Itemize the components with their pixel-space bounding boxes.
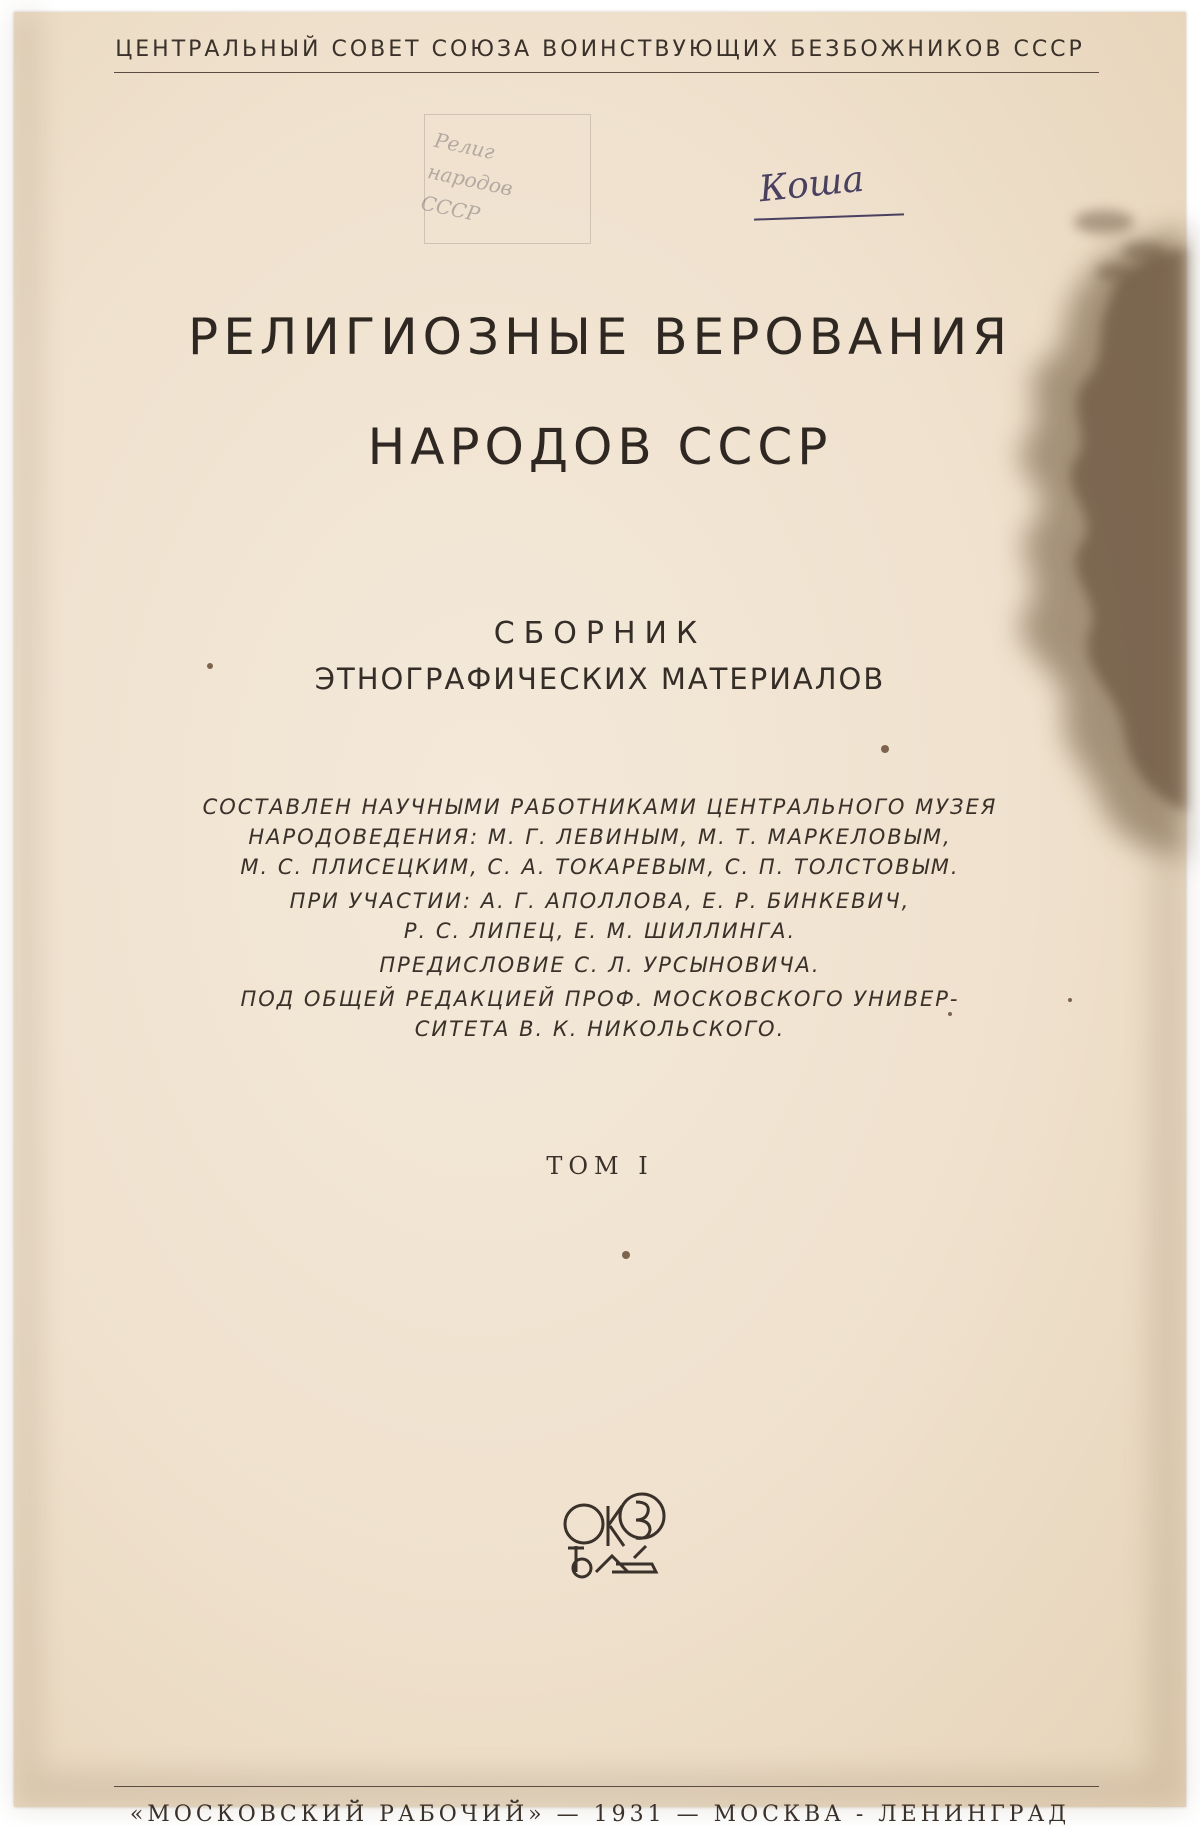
compiled-by-line: СОСТАВЛЕН НАУЧНЫМИ РАБОТНИКАМИ ЦЕНТРАЛЬНОГО МУЗЕЯ: [202, 795, 998, 819]
header-rule: [114, 72, 1099, 73]
participation-line: Р. С. ЛИПЕЦ, Е. М. ШИЛЛИНГА.: [403, 919, 797, 943]
pencil-note-line: СССР: [418, 190, 482, 227]
compiled-by-line: НАРОДОВЕДЕНИЯ: М. Г. ЛЕВИНЫМ, М. Т. МАРКЕЛОВЫМ,: [248, 825, 952, 849]
book-title-line-1: РЕЛИГИОЗНЫЕ ВЕРОВАНИЯ: [188, 308, 1012, 366]
editor-line: СИТЕТА В. К. НИКОЛЬСКОГО.: [414, 1017, 786, 1041]
compiled-by-line: М. С. ПЛИСЕЦКИМ, С. А. ТОКАРЕВЫМ, С. П. ТОЛСТОВЫМ.: [240, 855, 960, 879]
subtitle-line-1: СБОРНИК: [493, 616, 707, 651]
organization-header: ЦЕНТРАЛЬНЫЙ СОВЕТ СОЮЗА ВОИНСТВУЮЩИХ БЕЗБОЖНИКОВ СССР: [115, 37, 1085, 62]
editor-line: ПОД ОБЩЕЙ РЕДАКЦИЕЙ ПРОФ. МОСКОВСКОГО УНИВЕР-: [240, 987, 960, 1011]
preface-line: ПРЕДИСЛОВИЕ С. Л. УРСЫНОВИЧА.: [379, 953, 821, 977]
credits-block: [14, 792, 1186, 1044]
okiz-publisher-emblem-icon: [556, 1476, 672, 1586]
footer-rule: [114, 1786, 1099, 1787]
publisher-imprint: «МОСКОВСКИЙ РАБОЧИЙ» — 1931 — МОСКВА - ЛЕНИНГРАД: [129, 1802, 1071, 1827]
book-title-line-2: НАРОДОВ СССР: [367, 418, 833, 476]
participation-line: ПРИ УЧАСТИИ: А. Г. АПОЛЛОВА, Е. Р. БИНКЕВИЧ,: [289, 889, 911, 913]
ink-note: Коша: [757, 158, 866, 211]
pencil-note-line: Религ: [432, 127, 497, 165]
ink-note-underline: [754, 213, 904, 220]
volume-label: ТОМ I: [546, 1152, 654, 1180]
title-page: [14, 12, 1186, 1827]
subtitle-line-2: ЭТНОГРАФИЧЕСКИХ МАТЕРИАЛОВ: [314, 662, 886, 696]
pencil-note-line: народов: [425, 159, 515, 201]
